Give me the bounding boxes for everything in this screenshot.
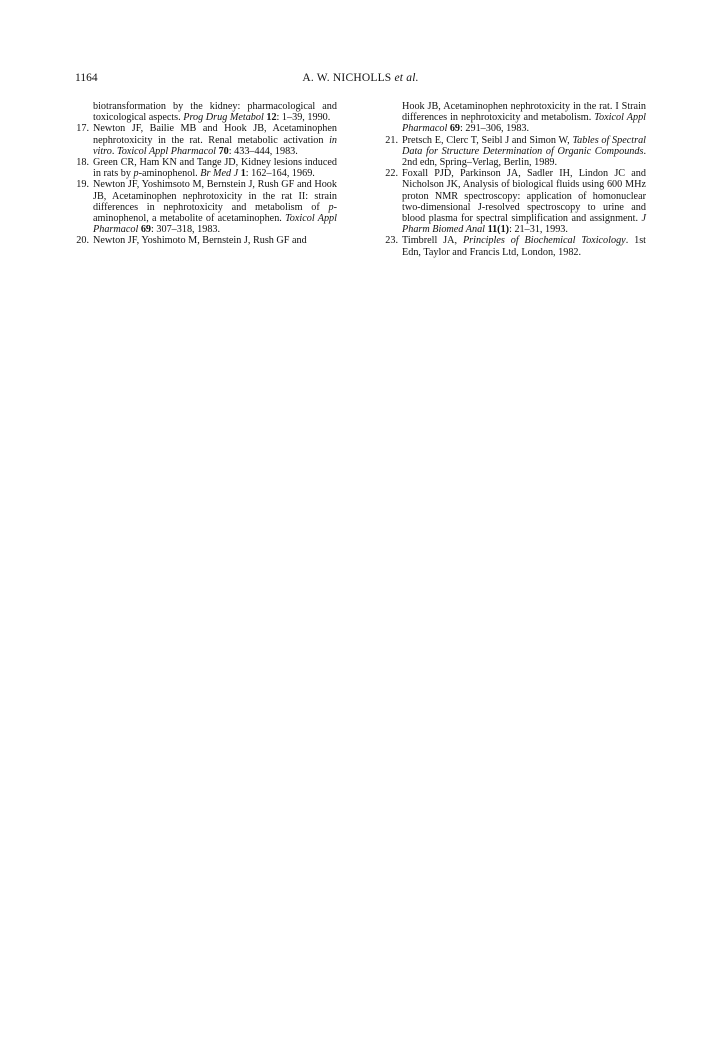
text-run: : 21–31, 1993. xyxy=(509,224,568,236)
right-column xyxy=(384,101,646,258)
reference-text xyxy=(93,179,337,235)
reference-number: 17. xyxy=(76,123,89,135)
reference-entry xyxy=(75,123,337,157)
reference-text xyxy=(402,168,646,235)
text-run: : 162–164, 1969. xyxy=(245,168,315,180)
italic-text-run: J Pharm Biomed Anal xyxy=(402,213,646,236)
text-run: : 433–444, 1983. xyxy=(228,145,298,157)
text-run: Timbrell JA, xyxy=(402,235,463,247)
text-run: Hook JB, Acetaminophen nephrotoxicity in the rat. I Strain differences in nephrotoxicity and metabolism. xyxy=(402,101,646,124)
reference-number: 23. xyxy=(385,235,398,247)
italic-text-run: Principles of Biochemical Toxicology xyxy=(462,235,626,247)
reference-text xyxy=(402,235,646,257)
text-run: : 1–39, 1990. xyxy=(276,112,331,124)
text-run: Pretsch E, Clerc T, Seibl J and Simon W, xyxy=(402,134,573,146)
reference-entry xyxy=(384,235,646,257)
italic-text-run: Tables of Spectral Data for Structure Determination of Organic Compounds xyxy=(402,134,646,157)
text-run: Newton JF, Yoshimoto M, Bernstein J, Rush GF and xyxy=(93,235,307,247)
bold-text-run: 69 xyxy=(140,224,152,236)
reference-text xyxy=(93,157,337,179)
italic-text-run: Prog Drug Metabol xyxy=(183,112,264,124)
text-run: biotransformation by the kidney: pharmacological and toxicological aspects. xyxy=(93,101,337,124)
text-run: Green CR, Ham KN and Tange JD, Kidney lesions induced in rats by xyxy=(93,157,337,180)
reference-text xyxy=(93,235,307,246)
bold-text-run: 70 xyxy=(218,145,229,157)
reference-number: 22. xyxy=(385,168,398,180)
reference-text xyxy=(93,101,337,123)
bold-text-run: 1 xyxy=(240,168,246,180)
italic-text-run: et al. xyxy=(394,72,419,84)
reference-number: 18. xyxy=(76,157,89,169)
bold-text-run: 12 xyxy=(266,112,277,124)
text-run: A. W. NICHOLLS xyxy=(302,72,395,84)
text-run: . xyxy=(111,145,117,157)
reference-entry xyxy=(75,179,337,235)
reference-number: 20. xyxy=(76,235,89,247)
text-run: Newton JF, Yoshimsoto M, Bernstein J, Rush GF and Hook JB, Acetaminophen nephrotoxicity in the rat II: strain differences in nephrotoxicity and metabolism of xyxy=(93,179,337,213)
text-run: Newton JF, Bailie MB and Hook JB, Acetaminophen nephrotoxicity in the rat. Renal metabolic activation xyxy=(93,123,337,146)
italic-text-run: p xyxy=(133,168,139,180)
bold-text-run: 69 xyxy=(449,123,461,135)
reference-number: 19. xyxy=(76,179,89,191)
page-header xyxy=(75,70,646,86)
page-number: 1164 xyxy=(75,72,98,84)
running-head xyxy=(75,70,646,86)
text-run: . 2nd edn, Spring–Verlag, Berlin, 1989. xyxy=(402,145,646,169)
italic-text-run: Toxicol Appl Pharmacol xyxy=(116,145,217,157)
reference-entry xyxy=(75,235,337,246)
text-run: -aminophenol. xyxy=(138,168,201,180)
reference-entry xyxy=(75,157,337,179)
bold-text-run: 11(1) xyxy=(487,224,510,236)
italic-text-run: in vitro xyxy=(93,134,337,157)
reference-text xyxy=(402,135,646,168)
reference-entry xyxy=(384,168,646,235)
text-run: . 1st Edn, Taylor and Francis Ltd, London, 1982. xyxy=(402,235,647,258)
text-run: : 291–306, 1983. xyxy=(460,123,530,135)
italic-text-run: Toxicol Appl Pharmacol xyxy=(402,112,646,135)
reference-number: 21. xyxy=(385,134,398,146)
italic-text-run: p xyxy=(328,201,334,213)
italic-text-run: Toxicol Appl Pharmacol xyxy=(93,213,337,236)
reference-entry xyxy=(384,101,646,135)
reference-text xyxy=(93,123,337,156)
italic-text-run: Br Med J xyxy=(200,168,239,180)
reference-text xyxy=(402,101,646,134)
text-run: Foxall PJD, Parkinson JA, Sadler IH, Lindon JC and Nicholson JK, Analysis of biological fluids using 600 MHz proton NMR spectroscopy: application of homonuclear two-dimensional J-resolved spectroscopy to urine and blood plasma for spectral simplification and assignment. xyxy=(402,168,646,225)
text-run: : 307–318, 1983. xyxy=(151,224,221,236)
text-run: -aminophenol, a metabolite of acetaminophen. xyxy=(93,201,337,225)
reference-entry xyxy=(384,135,646,169)
reference-entry xyxy=(75,101,337,123)
left-column xyxy=(75,101,337,247)
